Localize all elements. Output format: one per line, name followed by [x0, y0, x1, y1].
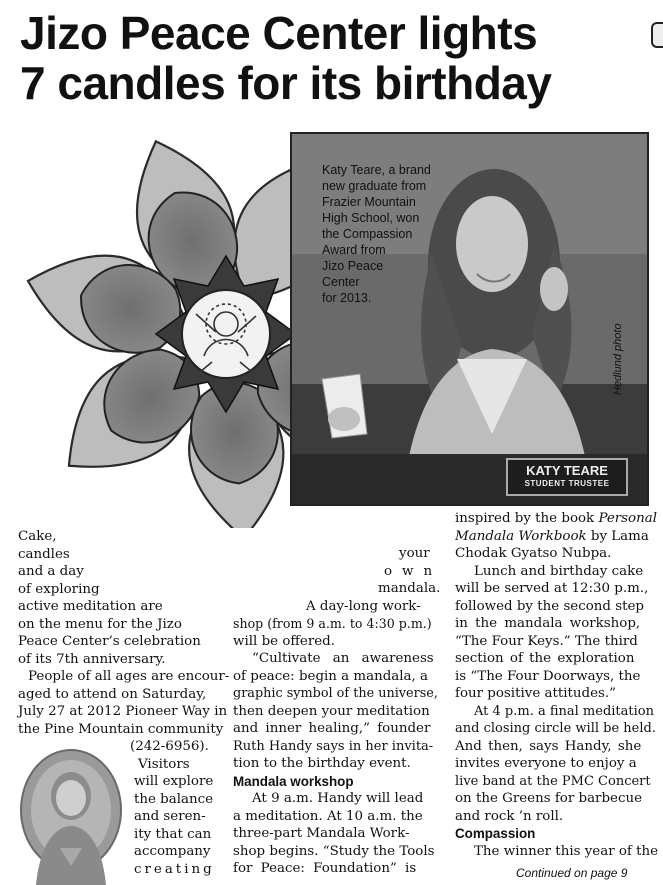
caption-line: Jizo Peace [322, 259, 384, 273]
body-line: tion to the birthday event. [233, 756, 411, 771]
nameplate-title: STUDENT TRUSTEE [524, 479, 610, 488]
body-line: on the menu for the Jizo [18, 616, 182, 632]
body-line: People of all ages are encour- [28, 669, 230, 684]
body-line: is “The Four Doorways, the [455, 668, 641, 684]
caption-line: Katy Teare, a brand [322, 163, 431, 177]
body-line: Chodak Gyatso Nubpa. [455, 546, 612, 561]
article-column-3 [455, 510, 660, 870]
body-line: accompany [134, 844, 211, 859]
body-line: the Pine Mountain community [18, 721, 224, 737]
body-line: A day-long work- [306, 598, 421, 614]
body-line: Lunch and birthday cake [474, 563, 644, 579]
body-line: and seren- [134, 809, 206, 824]
headline [20, 8, 640, 108]
caption-line: Frazier Mountain [322, 195, 416, 209]
caption-line: High School, won [322, 211, 420, 225]
body-line: own [384, 563, 443, 579]
article-column-2 [233, 545, 443, 885]
body-line: shop (from 9 a.m. to 4:30 p.m.) [233, 616, 432, 631]
body-line: four positive attitudes.” [455, 686, 617, 701]
body-text: by Lama [586, 528, 649, 544]
nameplate-name: KATY TEARE [526, 463, 608, 478]
body-line: “The Four Keys.” The third [455, 633, 638, 649]
body-line: active meditation are [18, 599, 163, 614]
body-line: will be served at 12:30 p.m., [455, 581, 649, 596]
body-line: ity that can [134, 826, 212, 842]
body-line: live band at the PMC Concert [455, 773, 651, 789]
photo-caption [322, 162, 452, 306]
body-line: your [399, 546, 430, 561]
body-line: candles [18, 546, 70, 562]
nameplate [506, 458, 628, 496]
body-line: in the mandala workshop, [455, 616, 641, 631]
body-line: for Peace: Foundation” is [233, 861, 417, 876]
body-line: invites everyone to enjoy a [455, 756, 637, 771]
page-edge-tab [651, 22, 663, 48]
body-line: of exploring [18, 581, 100, 597]
caption-line: the Compassion [322, 227, 413, 241]
body-line [455, 510, 657, 528]
body-line: And then, says Handy, she [455, 738, 642, 754]
body-line: At 4 p.m. a final meditation [474, 703, 654, 719]
body-line: and inner healing,” founder [233, 721, 431, 736]
body-line: Peace Center’s celebration [18, 634, 201, 649]
body-line: of peace: begin a mandala, a [233, 668, 429, 684]
body-line: Ruth Handy says in her invita- [233, 738, 434, 754]
body-line: followed by the second step [455, 598, 644, 614]
caption-line: Award from [322, 243, 386, 257]
body-line: three-part Mandala Work- [233, 826, 410, 841]
body-line: At 9 a.m. Handy will lead [252, 791, 424, 806]
body-line: the balance [134, 791, 214, 807]
caption-line: Center [322, 275, 360, 289]
body-line: then deepen your meditation [233, 703, 430, 719]
book-title: Personal [598, 511, 657, 526]
body-line: will explore [134, 774, 214, 789]
body-line: and a day [18, 564, 84, 579]
body-line: (242-6956). [130, 739, 209, 754]
continued-on-page: Continued on page 9 [516, 866, 628, 880]
body-line: July 27 at 2012 Pioneer Way in [18, 704, 228, 719]
caption-line: for 2013. [322, 291, 372, 305]
body-line: of its 7th anniversary. [18, 651, 166, 667]
body-line: will be offered. [233, 633, 335, 649]
body-line: graphic symbol of the universe, [233, 686, 438, 701]
body-line: aged to attend on Saturday, [18, 686, 207, 702]
body-line: a meditation. At 10 a.m. the [233, 808, 423, 824]
subhead-compassion: Compassion [455, 826, 536, 841]
body-line: on the Greens for barbecue [455, 791, 643, 806]
jizo-statue-image [18, 748, 124, 885]
body-line: creating [134, 861, 215, 877]
body-text: inspired by the book [455, 511, 599, 526]
headline-line-2: 7 candles for its birthday [20, 57, 552, 109]
body-line: mandala. [378, 581, 441, 596]
book-title: Mandala Workbook [455, 528, 587, 544]
body-line: “Cultivate an awareness [252, 651, 434, 666]
subhead-mandala-workshop: Mandala workshop [233, 773, 354, 789]
body-line: Visitors [138, 756, 190, 772]
body-line: Cake, [18, 529, 57, 544]
caption-line: new graduate from [322, 179, 427, 193]
body-line [455, 528, 649, 546]
body-line: section of the exploration [455, 651, 635, 666]
headline-line-1: Jizo Peace Center lights [20, 7, 538, 59]
body-line: The winner this year of the [474, 843, 659, 859]
photo-credit: Hedlund photo [612, 323, 624, 395]
body-line: shop begins. “Study the Tools [233, 843, 435, 859]
body-line: and rock ’n roll. [455, 808, 564, 824]
body-line: and closing circle will be held. [455, 721, 656, 736]
